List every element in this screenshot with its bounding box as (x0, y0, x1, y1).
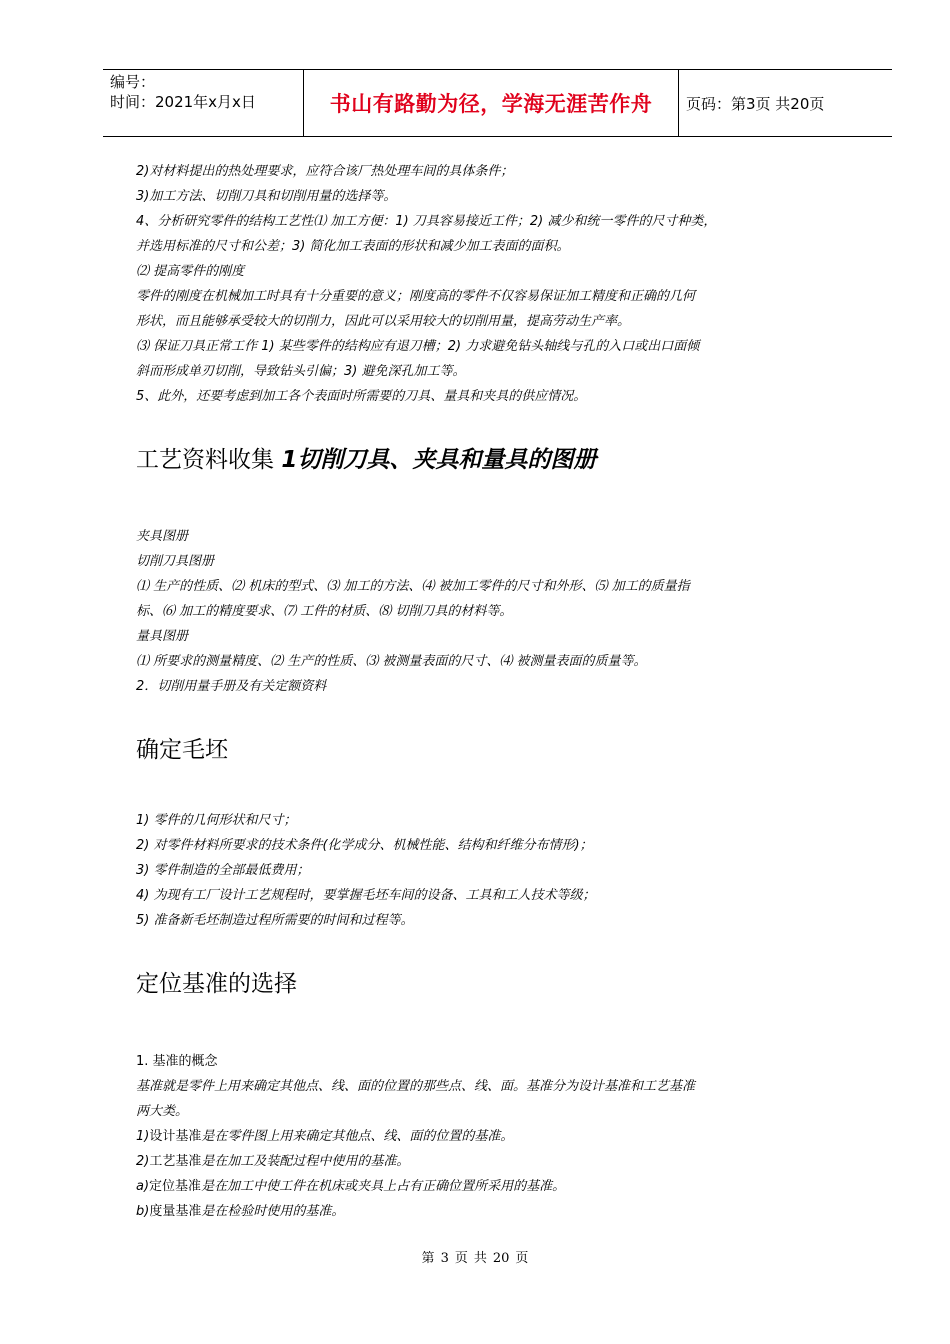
number-label: 编号： (110, 73, 156, 91)
footer-text: 页 (515, 1251, 529, 1266)
s3-line: 2) 对零件材料所要求的技术条件(化学成分、机械性能、结构和纤维分布情形)； (136, 838, 593, 853)
s1-line: ⑵ 提高零件的刚度 (136, 264, 245, 279)
s1-line: 5、此外，还要考虑到加工各个表面时所需要的刀具、量具和夹具的供应情况。 (136, 389, 587, 404)
s4-marker: b) (136, 1204, 150, 1219)
header-slogan-cell (303, 70, 679, 136)
s1-line: 零件的刚度在机械加工时具有十分重要的意义；刚度高的零件不仅容易保证加工精度和正确的几何 (136, 289, 696, 304)
s2-line: 量具图册 (136, 629, 189, 644)
s1-line: ⑶ 保证刀具正常工作 1) 某些零件的结构应有退刀槽；2) 力求避免钻头轴线与孔的入口或出口面倾 (136, 339, 700, 354)
footer-total-pages: 20 (492, 1251, 510, 1266)
footer-page-number: 3 (440, 1251, 449, 1266)
s4-line (136, 1175, 565, 1194)
s4-line (136, 1200, 344, 1219)
s2-line: ⑴ 所要求的测量精度、⑵ 生产的性质、⑶ 被测量表面的尺寸、⑷ 被测量表面的质量等。 (136, 654, 647, 669)
s4-line: 两大类。 (136, 1104, 189, 1119)
s3-line: 1) 零件的几何形状和尺寸； (136, 813, 297, 828)
s1-line: 2)对材料提出的热处理要求，应符合该厂热处理车间的具体条件； (136, 164, 514, 179)
s1-line: 形状，而且能够承受较大的切削力，因此可以采用较大的切削用量，提高劳动生产率。 (136, 314, 631, 329)
s4-marker: 1) (136, 1129, 150, 1144)
page-footer (0, 1247, 950, 1266)
s4-desc: 是在加工及装配过程中使用的基准。 (201, 1154, 410, 1169)
s1-line: 3)加工方法、切削刀具和切削用量的选择等。 (136, 189, 397, 204)
s4-term: 度量基准 (149, 1204, 202, 1219)
s2-line: 切削刀具图册 (136, 554, 215, 569)
date-label: 时间：2021年x月x日 (110, 93, 256, 111)
s1-line: 并选用标准的尺寸和公差；3) 简化加工表面的形状和减少加工表面的面积。 (136, 239, 570, 254)
s2-line: 夹具图册 (136, 529, 189, 544)
s4-desc: 是在检验时使用的基准。 (201, 1204, 345, 1219)
s1-line: 斜而形成单刃切削，导致钻头引偏；3) 避免深孔加工等。 (136, 364, 466, 379)
s4-desc: 是在加工中使工件在机床或夹具上占有正确位置所采用的基准。 (201, 1179, 566, 1194)
heading-italic: 1切削刀具、夹具和量具的图册 (281, 447, 597, 473)
header-left-cell (103, 70, 303, 136)
s2-line: ⑴ 生产的性质、⑵ 机床的型式、⑶ 加工的方法、⑷ 被加工零件的尺寸和外形、⑸ 加工的质量指 (136, 579, 690, 594)
section-heading: 确定毛坯 (136, 737, 228, 763)
footer-text: 共 (473, 1251, 487, 1266)
page-label: 页码：第3页 共20页 (686, 94, 825, 113)
s4-desc: 是在零件图上用来确定其他点、线、面的位置的基准。 (201, 1129, 514, 1144)
header-right-cell (678, 70, 892, 136)
heading-plain: 工艺资料收集 (136, 447, 282, 473)
s4-marker: a) (136, 1179, 150, 1194)
footer-text: 页 (454, 1251, 468, 1266)
s3-line: 5) 准备新毛坯制造过程所需要的时间和过程等。 (136, 913, 414, 928)
s4-line (136, 1150, 409, 1169)
s4-line (136, 1125, 513, 1144)
s4-marker: 2) (136, 1154, 150, 1169)
slogan: 书山有路勤为径，学海无涯苦作舟 (329, 92, 653, 116)
s4-term: 设计基准 (149, 1129, 202, 1144)
section-heading (136, 441, 596, 474)
footer-text: 第 (421, 1251, 435, 1266)
s2-line: 标、⑹ 加工的精度要求、⑺ 工件的材质、⑻ 切削刀具的材料等。 (136, 604, 513, 619)
s4-line: 基准就是零件上用来确定其他点、线、面的位置的那些点、线、面。基准分为设计基准和工艺基准 (136, 1079, 696, 1094)
s3-line: 4) 为现有工厂设计工艺规程时，要掌握毛坯车间的设备、工具和工人技术等级； (136, 888, 596, 903)
section-heading: 定位基准的选择 (136, 971, 297, 997)
s1-line: 4、分析研究零件的结构工艺性⑴ 加工方便：1) 刀具容易接近工件；2) 减少和统一零件的尺寸种类， (136, 214, 717, 229)
s3-line: 3) 零件制造的全部最低费用； (136, 863, 310, 878)
s4-term: 定位基准 (149, 1179, 202, 1194)
s4-term: 工艺基准 (149, 1154, 202, 1169)
s2-line: 2．切削用量手册及有关定额资料 (136, 679, 327, 694)
s4-line: 1. 基准的概念 (136, 1054, 218, 1069)
header-table (103, 69, 892, 137)
